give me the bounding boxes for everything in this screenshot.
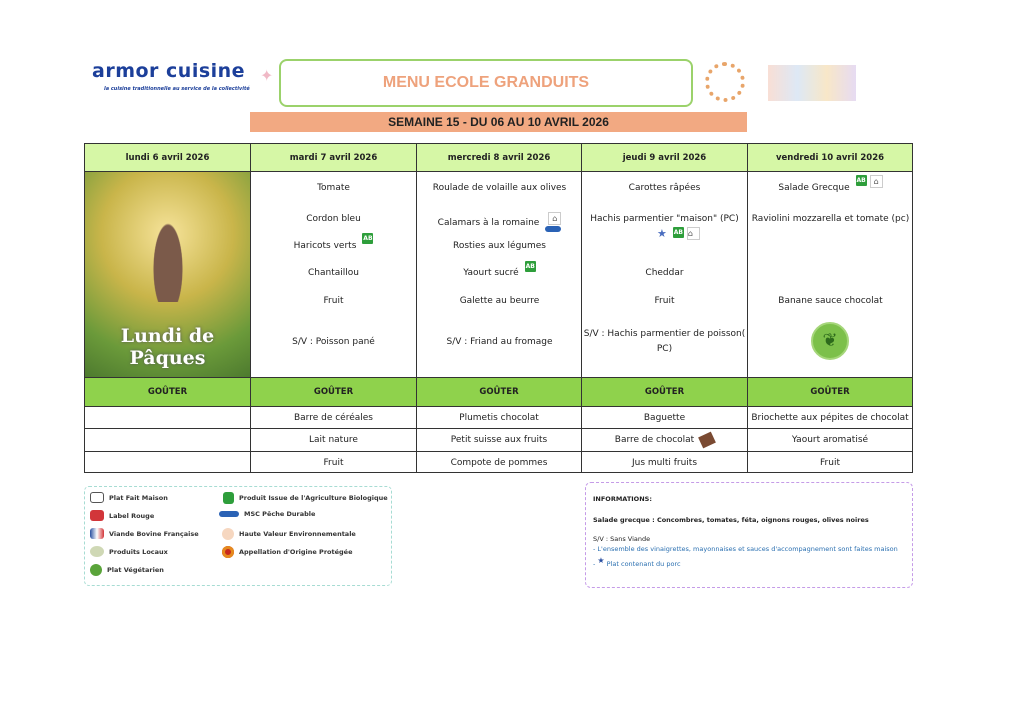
menu-item: Fruit	[323, 296, 344, 306]
menu-item: Galette au beurre	[459, 296, 540, 306]
msc-icon	[219, 511, 239, 517]
legend-item	[90, 492, 168, 503]
information-box	[585, 482, 913, 588]
homemade-icon: ⌂	[548, 212, 561, 225]
menu-table	[84, 143, 913, 473]
info-line: - L'ensemble des vinaigrettes, mayonnaises et sauces d'accompagnement sont faites maison	[593, 545, 898, 553]
info-line: - ★ Plat contenant du porc	[593, 556, 681, 568]
legend-item	[223, 492, 388, 504]
legend-label: Viande Bovine Française	[109, 529, 199, 538]
icon-group	[582, 227, 747, 242]
menu-cell-jeudi	[582, 172, 748, 378]
bio-icon: AB	[856, 177, 866, 184]
menu-cell-mardi	[251, 172, 417, 378]
gouter-item: Jus multi fruits	[582, 452, 748, 473]
menu-item-text: Salade Grecque	[778, 183, 850, 193]
hve-icon	[222, 528, 234, 540]
gouter-header: GOÛTER	[251, 378, 417, 407]
info-sv: S/V : Sans Viande	[593, 535, 651, 543]
legend-box	[84, 486, 392, 586]
menu-item	[417, 212, 582, 233]
gouter-header: GOÛTER	[748, 378, 912, 407]
menu-item: Cordon bleu	[306, 214, 361, 224]
legend-item	[90, 564, 164, 576]
gouter-empty	[85, 429, 251, 452]
gouter-empty	[85, 452, 251, 473]
tagline: la cuisine traditionnelle au service de la collectivité	[104, 86, 250, 92]
aop-icon	[222, 546, 234, 558]
legend-item	[219, 510, 315, 518]
info-salade: Salade grecque : Concombres, tomates, féta, oignons rouges, olives noires	[593, 516, 869, 524]
star-icon: ✦	[260, 66, 274, 85]
day-header: mercredi 8 avril 2026	[417, 144, 582, 172]
gouter-header: GOÛTER	[85, 378, 251, 407]
page-title: MENU ECOLE GRANDUITS	[279, 59, 693, 107]
legend-item	[90, 510, 154, 521]
menu-item: S/V : Poisson pané	[292, 337, 375, 347]
day-header: lundi 6 avril 2026	[85, 144, 251, 172]
day-header: mardi 7 avril 2026	[251, 144, 417, 172]
legend-label: Haute Valeur Environnementale	[239, 530, 356, 538]
day-header: vendredi 10 avril 2026	[748, 144, 912, 172]
gouter-item: Fruit	[251, 452, 417, 473]
menu-cell-mercredi	[417, 172, 582, 378]
menu-item: Cheddar	[645, 268, 684, 278]
gouter-item	[582, 429, 748, 452]
day-header: jeudi 9 avril 2026	[582, 144, 748, 172]
gouter-item: Lait nature	[251, 429, 417, 452]
legend-label: Produits Locaux	[109, 547, 168, 556]
produits-locaux-icon	[90, 546, 104, 557]
gouter-item: Compote de pommes	[417, 452, 582, 473]
menu-item: S/V : Hachis parmentier de poisson( PC)	[583, 329, 746, 354]
legend-item	[222, 546, 352, 558]
logo: armor cuisine	[92, 60, 246, 82]
menu-item: Hachis parmentier "maison" (PC)	[590, 214, 739, 224]
menu-item: S/V : Friand au fromage	[446, 337, 553, 347]
legend-label: Plat Fait Maison	[109, 493, 168, 502]
pork-star-icon: ★	[657, 227, 667, 240]
menu-item-text: Yaourt sucré	[463, 268, 519, 278]
gouter-item: Yaourt aromatisé	[748, 429, 912, 452]
bio-icon	[223, 492, 234, 504]
menu-item-text: Calamars à la romaine	[437, 218, 540, 228]
menu-item: Carottes râpées	[628, 183, 701, 193]
homemade-icon: ⌂	[870, 175, 883, 188]
gouter-header: GOÛTER	[417, 378, 582, 407]
gouter-item: Plumetis chocolat	[417, 407, 582, 429]
chocolate-icon	[698, 432, 716, 449]
legend-item	[90, 546, 168, 557]
label-rouge-icon	[90, 510, 104, 521]
easter-image	[85, 172, 251, 378]
legend-item	[222, 528, 356, 540]
gouter-header: GOÛTER	[582, 378, 748, 407]
gouter-item: Fruit	[820, 457, 840, 468]
gouter-item: Barre de céréales	[251, 407, 417, 429]
gouter-item: Petit suisse aux fruits	[417, 429, 582, 452]
vegetarian-icon: ❦	[811, 322, 849, 360]
vegetarian-icon	[90, 564, 102, 576]
legend-label: Plat Végétarien	[107, 566, 164, 574]
menu-item: Roulade de volaille aux olives	[432, 183, 567, 193]
menu-item	[417, 263, 582, 280]
pork-star-icon: ★	[597, 556, 605, 565]
menu-item: Raviolini mozzarella et tomate (pc)	[751, 214, 910, 224]
info-line-text: Plat contenant du porc	[606, 560, 681, 568]
homemade-icon: ⌂	[687, 227, 700, 240]
bio-icon: AB	[363, 235, 373, 242]
legend-label: Label Rouge	[109, 511, 155, 520]
bio-icon: AB	[673, 229, 683, 236]
menu-cell-vendredi	[748, 172, 912, 378]
menu-item-text: Haricots verts	[293, 241, 357, 251]
info-title: INFORMATIONS:	[593, 495, 652, 503]
menu-item: Banane sauce chocolat	[778, 296, 883, 306]
msc-icon	[545, 226, 561, 232]
legend-label: Appellation d'Origine Protégée	[239, 548, 353, 556]
menu-item	[748, 177, 913, 195]
menu-item: Chantaillou	[308, 268, 359, 278]
legend-label: MSC Pêche Durable	[244, 510, 316, 518]
menu-item: Fruit	[654, 296, 675, 306]
gouter-item: Baguette	[582, 407, 748, 429]
homemade-icon	[90, 492, 104, 503]
easter-caption: Lundi de Pâques	[120, 325, 215, 369]
bunny-figure	[143, 192, 193, 302]
legend-item	[90, 528, 199, 539]
children-circle-image	[705, 62, 745, 102]
gouter-item: Briochette aux pépites de chocolat	[748, 407, 912, 429]
bio-icon: AB	[525, 263, 535, 270]
menu-item: Rosties aux légumes	[452, 241, 546, 251]
menu-item: Tomate	[317, 183, 350, 193]
gouter-item-text: Barre de chocolat	[614, 435, 695, 445]
menu-item	[251, 235, 416, 253]
viande-francaise-icon	[90, 528, 104, 539]
legend-label: Produit Issue de l'Agriculture Biologique	[239, 494, 388, 502]
week-banner: SEMAINE 15 - DU 06 AU 10 AVRIL 2026	[250, 112, 747, 132]
children-illustration	[768, 65, 856, 101]
gouter-empty	[85, 407, 251, 429]
